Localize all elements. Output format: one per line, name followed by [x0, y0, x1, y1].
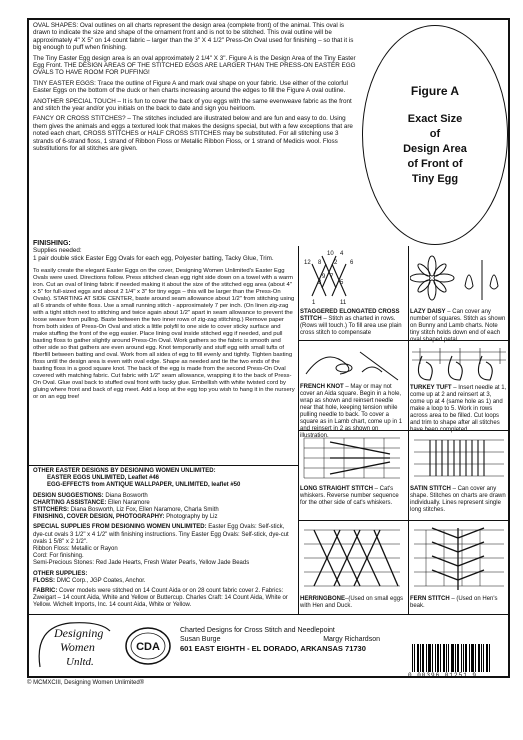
lazy-title: LAZY DAISY — [410, 309, 446, 315]
cross-num: 12 — [304, 260, 311, 266]
design-suggestions-value: Diana Bosworth — [105, 492, 148, 499]
figure-a-line2: of — [429, 127, 441, 140]
credits-section — [33, 468, 295, 610]
figure-a-oval — [362, 25, 508, 245]
cross-num: 6 — [350, 260, 354, 266]
stones: Semi-Precious Stones: Red Jade Hearts, Fresh Water Pearls, Yellow Jade Beads — [33, 560, 250, 567]
logo-word-3: Unltd. — [66, 656, 94, 668]
figure-a-line5: Tiny Egg — [411, 172, 459, 185]
french-knot-text — [300, 384, 406, 440]
designing-women-logo — [34, 617, 124, 673]
staggered-title: STAGGERED ELONGATED CROSS STITCH — [300, 309, 400, 322]
french-knot-diagram — [300, 344, 406, 386]
staggered-cross-diagram — [300, 250, 360, 308]
cross-num: 9 — [322, 274, 326, 280]
finishing-heading: FINISHING: — [33, 240, 71, 247]
cross-num: 8 — [318, 260, 322, 266]
turkey-body: – Insert needle at 1, come up at 2 and reinsert at 3, come up at 4 (same hole as 1) and make a loop to 5. Work in rows across area to be filled. Cut loops and trim to shape after all stitches have been completed. — [410, 385, 507, 433]
finishing-credit-label: FINISHING, COVER DESIGN, PHOTOGRAPHY: — [33, 514, 165, 521]
charting-value: Ellen Naramore — [108, 499, 150, 506]
other-supplies-label: OTHER SUPPLIES: — [33, 570, 88, 577]
staggered-body: – Stitch as charted in rows. (Rows will touch.) To fill area use plain cross stitch to compensate — [300, 316, 402, 336]
french-title: FRENCH KNOT — [300, 384, 344, 390]
cross-num: 5 — [340, 280, 344, 286]
cda-seal-icon — [124, 626, 172, 666]
design-suggestions-label: DESIGN SUGGESTIONS: — [33, 492, 104, 499]
floss-value: DMC Corp., JGP Coates, Anchor. — [56, 577, 146, 584]
upc-barcode — [412, 644, 497, 672]
tiny-egg-design-para: The Tiny Easter Egg design area is an oval approximately 2 1/4" X 3". Figure A is the Design Area of the Tiny Easter Egg Front. THE DESIGN AREAS OF THE STITCHED EGGS ARE LARGER THAN THE PRESS-ON EASTER EGG OVALS TO HAVE ROOM FOR PUFFING! — [33, 54, 356, 77]
upc-number: 0 00396 01251 9 — [408, 672, 478, 679]
other-designs-line1: EASTER EGGS UNLIMITED, Leaflet #46 — [47, 475, 160, 482]
herring-title: HERRINGBONE — [300, 596, 346, 602]
turkey-tuft-text — [410, 385, 507, 434]
tiny-easter-eggs-para: TINY EASTER EGGS: Trace the outline of Figure A and mark oval shape on your fabric. Use either of the colorful Easter Eggs on the bottom of the duck or hen charts increasing around the edges to fill the Figure A oval outline. — [33, 79, 348, 95]
other-designs-heading: OTHER EASTER DESIGNS BY DESIGNING WOMEN UNLIMITED: — [33, 468, 216, 474]
oval-shapes-para: OVAL SHAPES: Oval outlines on all charts represent the design area (complete front) of the animal. This oval is drawn to indicate the size and shape of the ornament front and is not to be stitched. This oval outline will be approximately 4" X 5" on 14 count fabric – larger than the 3" X 4 1/2" Press-On Oval used for finishing – so that it is big enough to puff when finishing. — [33, 22, 354, 52]
publisher-tagline: Charted Designs for Cross Stitch and Needlepoint — [180, 627, 335, 634]
long-straight-diagram — [300, 434, 406, 484]
supplies-label: Supplies needed: — [33, 247, 82, 255]
long-straight-text — [300, 486, 406, 507]
herringbone-text — [300, 596, 406, 610]
cross-num: 2 — [334, 260, 338, 266]
intro-text — [33, 22, 358, 153]
figure-a-line1: Exact Size — [407, 112, 463, 125]
stitchers-label: STITCHERS: — [33, 507, 69, 514]
logo-word-1: Designing — [54, 626, 104, 640]
turkey-tuft-diagram — [410, 344, 508, 388]
logo-word-2: Women — [60, 640, 95, 654]
fabric-value: Cover models were stitched on 14 Count Aida or on 28 count fabric cover 2. Fabrics: Zweigart – 14 count Aida, White and Yellow or Buttercup. Charles Craft: 14 Count Aida, White or Yellow. Wichelt Imports, Inc. 14 count Aida, White or Yellow. — [33, 588, 288, 609]
fern-body: – (Used on Hen's beak. — [410, 596, 498, 609]
fern-title: FERN STITCH — [410, 596, 450, 602]
special-supplies-label: SPECIAL SUPPLIES FROM DESIGNING WOMEN UNLIMITED: — [33, 524, 207, 531]
cross-num: 10 — [327, 251, 334, 257]
ribbon-floss: Ribbon Floss: Metallic or Rayon — [33, 546, 118, 553]
lazy-daisy-text — [410, 309, 507, 344]
french-body: – May or may not cover an Aida square. Begin in a hole, wrap as shown and reinsert needle near that hole, keeping tension while pulling needle to back. To cover a square as in Lamb chart, come up in 1 and reinsert in 2 as shown on illustration. — [300, 384, 403, 439]
fabric-label: FABRIC: — [33, 588, 58, 595]
fern-stitch-diagram — [410, 524, 508, 594]
publisher-block — [180, 626, 410, 653]
figure-a-label: Figure A — [410, 83, 460, 98]
herring-body: –(Used on small eggs with Hen and Duck. — [300, 596, 404, 609]
copyright-text: © MCMXCIII, Designing Women Unlimited® — [27, 680, 145, 686]
designer-susan: Susan Burge — [180, 636, 221, 643]
staggered-text — [300, 309, 406, 337]
floss-label: FLOSS: — [33, 577, 55, 584]
long-title: LONG STRAIGHT STITCH — [300, 486, 373, 492]
cross-num: 3 — [318, 280, 322, 286]
other-designs-line2: EGG-EFFECTS from ANTIQUE WALLPAPER, UNLIMITED, leaflet #50 — [47, 482, 241, 489]
cross-num: 7 — [330, 274, 334, 280]
divider-other — [28, 465, 298, 466]
charting-label: CHARTING ASSISTANCE: — [33, 499, 107, 506]
turkey-title: TURKEY TUFT — [410, 385, 452, 391]
logo-swash-icon — [34, 617, 124, 673]
publisher-address: 601 EAST EIGHTH - EL DORADO, ARKANSAS 71730 — [180, 644, 366, 653]
satin-stitch-text — [410, 486, 507, 514]
supplies-list: 1 pair double stick Easter Egg Ovals for each egg, Polyester batting, Tacky Glue, Trim. — [33, 254, 274, 262]
designer-margy: Margy Richardson — [323, 636, 380, 643]
satin-title: SATIN STITCH — [410, 486, 451, 492]
special-touch-para: ANOTHER SPECIAL TOUCH – It is fun to cover the back of you eggs with the same evenweave fabric as the front and stitch the year and/or you initials on the back to date and sign you heirloom. — [33, 97, 352, 113]
finishing-body: To easily create the elegant Easter Eggs on the cover, Designing Women Unlimited's Easter Egg Ovals were used. Directions follow. Press stitched clean egg right side down on a towel with a warm iron. Cut an oval of lining fabric if needed making it about the size of the stitched egg area (about 4" x 5" for full-sized eggs and about 2 1/4" x 3" for tiny eggs – this will be larger than the Press-On Ovals). STARTING AT SIDE CENTER, baste around seam allowance about 1/2" from stitching using all 6 strands of white floss. Use a small running stitch - approximately 7 per inch. (On linen zig-zag with a tight stitch next to stitching and twice again about 1/2" apart in seam allowance to prevent the loose weave from pulling. Baste between the two inner rows of zig-zag stitching.) Remove paper from both sides of Press-On Oval and stick a little polyfil to one side to cover sticky surface and make stuffing the front of the egg easier. Place lining oval inside stitched egg if needed, and pull basting floss to gather slightly around Press-On Oval. Work gathers so the fabric is smooth and other side so that gathers are even around egg. Knot temporarily and stuff egg with small tufts of fiberfill between batting and oval. Work from all sides of egg to fill evenly and tightly. Tighten basting floss until the design area is even with oval edge. Shape as needed and tie the two ends of the basting floss in a good square knot. The back of the egg is made from the second Press-On Oval covered with matching fabric. Cut fabric with 1/2" seam allowance, wrapping it to the back of Press-On Oval. Glue oval back to stuffed oval front with tacky glue. Embellish with white twisted cord by gluing where front and back of egg meet. Add a loop at the egg top you wish to hang it in the nursery or on an egg tree! — [33, 268, 295, 401]
finishing-section — [33, 240, 295, 401]
cda-badge — [124, 626, 172, 666]
finishing-credit-value: Photography by Liz — [166, 514, 218, 521]
long-body: – Cat's whiskers. Reverse number sequence for the other side of cat's whiskers. — [300, 486, 399, 506]
figure-a-line4: of Front of — [407, 157, 463, 170]
cord: Cord: For finishing. — [33, 553, 84, 560]
satin-stitch-diagram — [410, 434, 508, 484]
cross-num: 1 — [312, 300, 316, 306]
footer-divider — [28, 614, 298, 615]
herringbone-diagram — [300, 524, 406, 594]
stitchers-value: Diana Bosworth, Liz Fox, Ellen Naramore, Charla Smith — [70, 507, 219, 514]
lazy-daisy-diagram — [410, 250, 508, 308]
fancy-stitches-para: FANCY OR CROSS STITCHES? – The stitches included are illustrated below and are fun and easy to do. Using them gives the animals and eggs a textured look that makes the designs special, but with a few exceptions that are noted each chart, CROSS STITCHES or HALF CROSS STITCHES may be substituted. For all stitching use 3 strands of 6-strand floss, 1 strand of Ribbon Floss or Metallic Ribbon Floss, or 1 strand of Medicis wool. Floss substitutions for all stitches are given. — [33, 115, 353, 153]
special-supplies-value: Easter Egg Ovals: Self-stick, dye-cut ovals 3 1/2" x 4 1/2" with finishing instructions. Tiny Easter Egg Ovals: Self-stick, dye-cut ovals 1 5/8" x 2 1/2". — [33, 524, 289, 545]
stitch-row3-divider — [298, 520, 508, 521]
lazy-body: – Can cover any number of squares. Stitch as shown on Bunny and Lamb charts. Note tiny stitch holds down end of each oval shaped petal. — [410, 309, 506, 343]
cda-text: CDA — [136, 641, 160, 653]
fern-stitch-text — [410, 596, 507, 610]
cross-num: 11 — [340, 300, 347, 306]
stitch-row4-divider — [298, 614, 508, 615]
satin-body: – Can cover any shape. Stitches on charts are drawn individually. Lines represent single long stitches. — [410, 486, 506, 513]
cross-num: 4 — [340, 251, 344, 257]
figure-a-line3: Design Area — [403, 142, 467, 155]
